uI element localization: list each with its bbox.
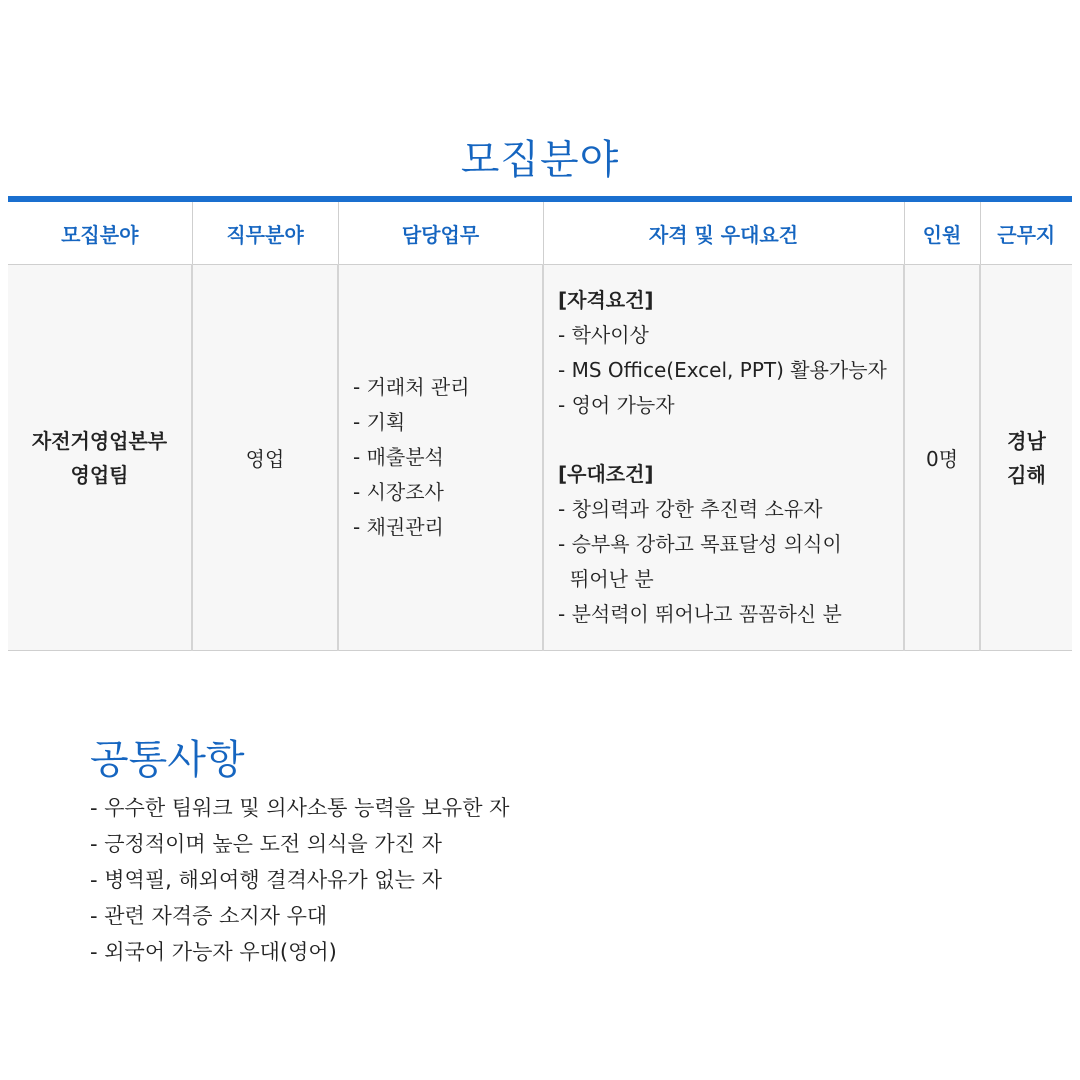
- cell-field: [8, 265, 192, 651]
- field-line-2: 영업팀: [70, 462, 129, 487]
- qualifications-heading: [자격요건]: [558, 288, 654, 312]
- cell-location: [980, 265, 1072, 651]
- list-item: - 우수한 팀워크 및 의사소통 능력을 보유한 자: [90, 796, 510, 820]
- table-header-row: [8, 202, 1072, 265]
- preferences-heading: [우대조건]: [558, 462, 654, 486]
- list-item: - 관련 자격증 소지자 우대: [90, 904, 328, 928]
- header-qualifications: 자격 및 우대요건: [543, 202, 904, 265]
- header-headcount: 인원: [904, 202, 980, 265]
- list-item: - 영어 가능자: [558, 393, 675, 417]
- field-line-1: 자전거영업본부: [31, 428, 168, 453]
- header-duties: 담당업무: [338, 202, 543, 265]
- location-line-1: 경남: [1007, 428, 1046, 453]
- common-list: [90, 790, 509, 970]
- list-item: - MS Office(Excel, PPT) 활용가능자: [558, 358, 887, 382]
- table-row: [8, 265, 1072, 651]
- cell-duties: [338, 265, 543, 651]
- list-item: - 분석력이 뛰어나고 꼼꼼하신 분: [558, 602, 842, 626]
- header-location: 근무지: [980, 202, 1072, 265]
- list-item: - 병역필, 해외여행 결격사유가 없는 자: [90, 868, 442, 892]
- duty-list: [339, 370, 542, 545]
- list-item: - 기획: [353, 410, 406, 434]
- cell-job: 영업: [192, 265, 338, 651]
- list-item: - 채권관리: [353, 515, 444, 539]
- section-title: 모집분야: [460, 137, 620, 183]
- header-job: 직무분야: [192, 202, 338, 265]
- list-item-continuation: 뛰어난 분: [570, 567, 654, 591]
- list-item: - 거래처 관리: [353, 375, 470, 399]
- header-field: 모집분야: [8, 202, 192, 265]
- common-title: 공통사항: [90, 737, 245, 783]
- list-item: - 긍정적이며 높은 도전 의식을 가진 자: [90, 832, 442, 856]
- list-item: - 외국어 가능자 우대(영어): [90, 940, 337, 964]
- list-item: - 창의력과 강한 추진력 소유자: [558, 497, 823, 521]
- location-line-2: 김해: [1007, 462, 1046, 487]
- list-item: - 승부욕 강하고 목표달성 의식이: [558, 532, 842, 556]
- cell-qualifications: [543, 265, 904, 651]
- cell-headcount: 0명: [904, 265, 980, 651]
- list-item: - 매출분석: [353, 445, 444, 469]
- list-item: - 학사이상: [558, 323, 649, 347]
- list-item: - 시장조사: [353, 480, 444, 504]
- recruitment-table: [8, 196, 1072, 651]
